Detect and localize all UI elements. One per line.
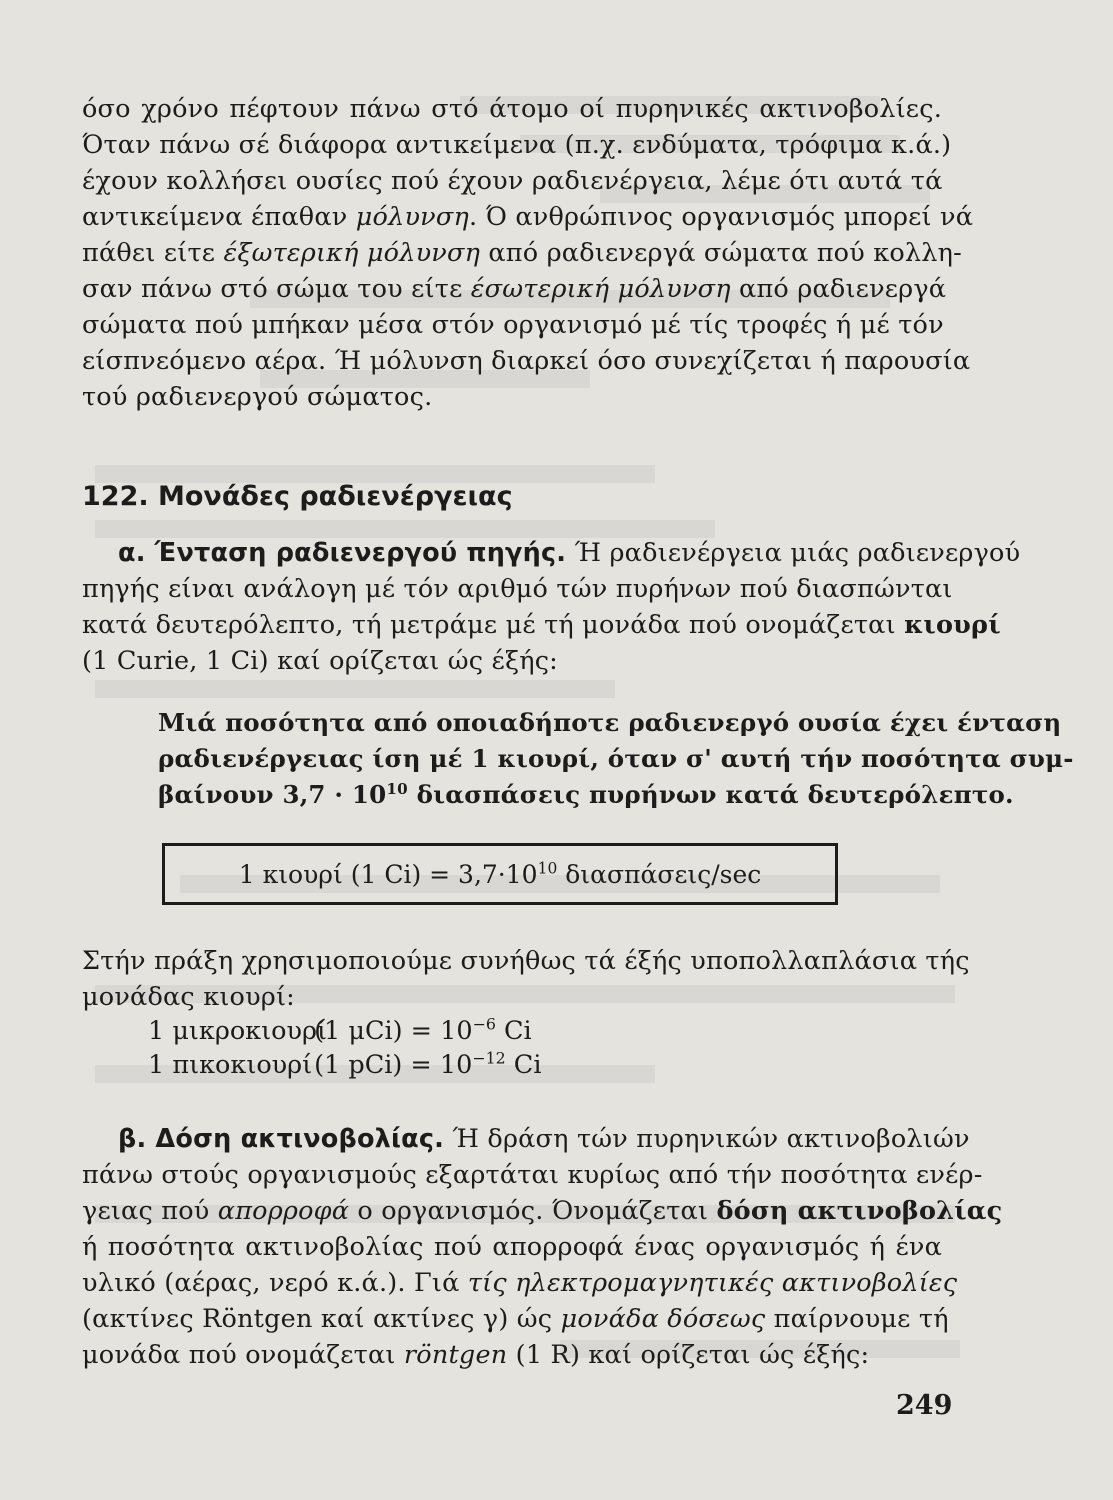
formula-text: 1 κιουρί (1 $Ci) = 3,7\cdot 10^{10}$ διασπάσεις/sec xyxy=(238,859,762,889)
picocurie-equation: 1 πικοκιουρί (1 $pCi) = 10^{-12}$ Ci xyxy=(148,1048,542,1080)
text-line: μονάδας κιουρί: xyxy=(82,982,295,1012)
text-line: Στήν πράξη χρησιμοποιούμε συνήθως τά έξής υποπολλαπλάσια τής xyxy=(82,946,970,976)
text-line: μονάδα πού ονομάζεται röntgen (1 R) καί ορίζεται ώς έξής: xyxy=(82,1340,870,1370)
text-line: αντικείμενα έπαθαν μόλυνση. Ό ανθρώπινος οργανισμός μπορεί νά xyxy=(82,202,974,232)
text-line: τού ραδιενεργού σώματος. xyxy=(82,382,433,412)
text-line: α. Ένταση ραδιενεργού πηγής. Ή ραδιενέργεια μιάς ραδιενεργού xyxy=(118,538,1021,568)
text-line: (1 Curie, 1 Ci) καί ορίζεται ώς έξής: xyxy=(82,646,558,676)
text-line: γειας πού απορροφά ο οργανισμός. Όνομάζεται δόση ακτινοβολίας xyxy=(82,1196,1003,1226)
text-line: είσπνεόμενο αέρα. Ή μόλυνση διαρκεί όσο συνεχίζεται ή παρουσία xyxy=(82,346,971,376)
text-line: βαίνουν $3,7 \cdot 10^{10}$ διασπάσεις πυρήνων κατά δευτερόλεπτο. xyxy=(158,779,1014,809)
curie-formula-box xyxy=(162,843,838,905)
subheading-dose: β. Δόση ακτινοβολίας. xyxy=(118,1124,445,1154)
text-line: υλικό (αέρας, νερό κ.ά.). Γιά τίς ηλεκτρομαγνητικές ακτινοβολίες xyxy=(82,1268,958,1298)
text-line: β. Δόση ακτινοβολίας. Ή δράση τών πυρηνικών ακτινοβολιών xyxy=(118,1124,970,1154)
microcurie-equation: 1 μικροκιουρί (1 $\mu Ci) = 10^{-6}$ Ci xyxy=(148,1014,532,1046)
text-line: κατά δευτερόλεπτο, τή μετράμε μέ τή μονάδα πού ονομάζεται κιουρί xyxy=(82,610,1001,640)
text-line: όσο χρόνο πέφτουν πάνω στό άτομο οί πυρηνικές ακτινοβολίες. xyxy=(82,94,942,124)
page-number: 249 xyxy=(896,1390,953,1421)
text-line: Μιά ποσότητα από οποιαδήποτε ραδιενεργό ουσία έχει ένταση xyxy=(158,708,1062,737)
text-line: ή ποσότητα ακτινοβολίας πού απορροφά ένας οργανισμός ή ένα xyxy=(82,1232,942,1262)
text-line: Όταν πάνω σέ διάφορα αντικείμενα (π.χ. ενδύματα, τρόφιμα κ.ά.) xyxy=(82,130,952,160)
text-line: πάθει είτε έξωτερική μόλυνση από ραδιενεργά σώματα πού κολλη- xyxy=(82,238,962,268)
text-line: σαν πάνω στό σώμα του είτε έσωτερική μόλυνση από ραδιενεργά xyxy=(82,274,947,304)
text-line: έχουν κολλήσει ουσίες πού έχουν ραδιενέργεια, λέμε ότι αυτά τά xyxy=(82,166,943,196)
text-line: σώματα πού μπήκαν μέσα στόν οργανισμό μέ τίς τροφές ή μέ τόν xyxy=(82,310,944,340)
text-line: (ακτίνες Röntgen καί ακτίνες γ) ώς μονάδα δόσεως παίρνουμε τή xyxy=(82,1304,949,1334)
text-line: πάνω στούς οργανισμούς εξαρτάται κυρίως από τήν ποσότητα ενέρ- xyxy=(82,1160,983,1190)
text-line: ραδιενέργειας ίση μέ 1 κιουρί, όταν σ' αυτή τήν ποσότητα συμ- xyxy=(158,744,1074,773)
section-heading: 122. Μονάδες ραδιενέργειας xyxy=(82,481,513,512)
text-line: πηγής είναι ανάλογη μέ τόν αριθμό τών πυρήνων πού διασπώνται xyxy=(82,574,953,604)
subheading-intensity: α. Ένταση ραδιενεργού πηγής. xyxy=(118,538,567,568)
